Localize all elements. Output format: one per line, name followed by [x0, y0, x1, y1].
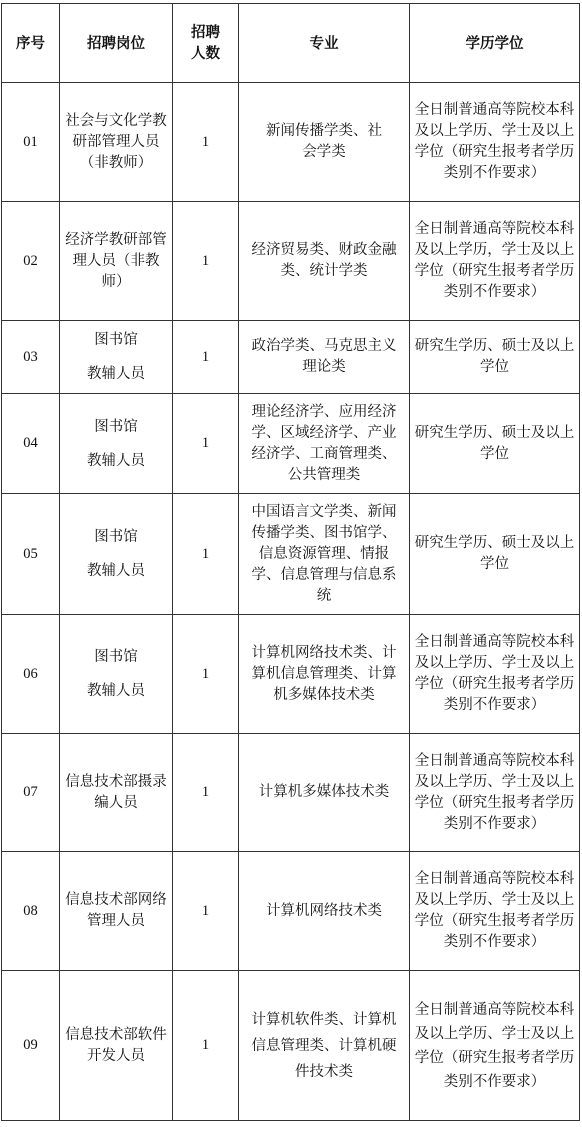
row-position: 图书馆 教辅人员 [60, 394, 173, 494]
table-row [2, 734, 580, 852]
row-seq: 04 [2, 394, 60, 494]
row-major: 新闻传播学类、社会学类 [239, 83, 410, 202]
table-row [2, 494, 580, 615]
row-count: 1 [173, 83, 239, 202]
row-count: 1 [173, 852, 239, 971]
row-seq: 03 [2, 321, 60, 394]
row-education: 研究生学历、硕士及以上学位 [410, 494, 580, 615]
row-count: 1 [173, 394, 239, 494]
row-position: 信息技术部软件开发人员 [60, 971, 173, 1121]
table-row [2, 971, 580, 1121]
row-seq: 05 [2, 494, 60, 615]
row-education: 全日制普通高等院校本科及以上学历、学士及以上学位（研究生报考者学历类别不作要求） [410, 83, 580, 202]
header-seq: 序号 [2, 4, 60, 83]
row-position: 信息技术部摄录编人员 [60, 734, 173, 852]
header-position: 招聘岗位 [60, 4, 173, 83]
row-education: 研究生学历、硕士及以上学位 [410, 321, 580, 394]
header-count: 招聘人数 [173, 4, 239, 83]
row-position: 图书馆 教辅人员 [60, 615, 173, 734]
recruitment-table [1, 3, 580, 1121]
row-position: 社会与文化学教研部管理人员（非教师） [60, 83, 173, 202]
row-education: 全日制普通高等院校本科及以上学历，学士及以上学位（研究生报考者学历类别不作要求） [410, 202, 580, 321]
row-count: 1 [173, 971, 239, 1121]
table-row [2, 83, 580, 202]
row-count: 1 [173, 321, 239, 394]
row-education: 研究生学历、硕士及以上学位 [410, 394, 580, 494]
row-count: 1 [173, 615, 239, 734]
table-row [2, 615, 580, 734]
header-major: 专业 [239, 4, 410, 83]
row-education: 全日制普通高等院校本科及以上学历、学士及以上学位（研究生报考者学历类别不作要求） [410, 615, 580, 734]
row-seq: 07 [2, 734, 60, 852]
row-major: 计算机网络技术类、计算机信息管理类、计算机多媒体技术类 [239, 615, 410, 734]
row-position: 信息技术部网络管理人员 [60, 852, 173, 971]
row-major: 计算机多媒体技术类 [239, 734, 410, 852]
row-seq: 06 [2, 615, 60, 734]
row-education: 全日制普通高等院校本科及以上学历、学士及以上学位（研究生报考者学历类别不作要求） [410, 734, 580, 852]
row-position: 经济学教研部管理人员（非教师） [60, 202, 173, 321]
row-seq: 02 [2, 202, 60, 321]
row-major: 经济贸易类、财政金融类、统计学类 [239, 202, 410, 321]
row-position: 图书馆 教辅人员 [60, 494, 173, 615]
row-seq: 08 [2, 852, 60, 971]
row-count: 1 [173, 494, 239, 615]
table-row [2, 394, 580, 494]
header-row [2, 4, 580, 83]
row-major: 计算机软件类、计算机信息管理类、计算机硬件技术类 [239, 971, 410, 1121]
row-education: 全日制普通高等院校本科及以上学历、学士及以上学位（研究生报考者学历类别不作要求） [410, 852, 580, 971]
row-major: 计算机网络技术类 [239, 852, 410, 971]
row-major: 政治学类、马克思主义理论类 [239, 321, 410, 394]
row-count: 1 [173, 202, 239, 321]
row-seq: 01 [2, 83, 60, 202]
row-major: 理论经济学、应用经济学、区域经济学、产业经济学、工商管理类、公共管理类 [239, 394, 410, 494]
row-major: 中国语言文学类、新闻传播学类、图书馆学、信息资源管理、情报学、信息管理与信息系统 [239, 494, 410, 615]
row-count: 1 [173, 734, 239, 852]
table-row [2, 202, 580, 321]
table-row [2, 852, 580, 971]
row-education: 全日制普通高等院校本科及以上学历、学士及以上学位（研究生报考者学历类别不作要求） [410, 971, 580, 1121]
row-position: 图书馆 教辅人员 [60, 321, 173, 394]
header-education: 学历学位 [410, 4, 580, 83]
table-row [2, 321, 580, 394]
row-seq: 09 [2, 971, 60, 1121]
